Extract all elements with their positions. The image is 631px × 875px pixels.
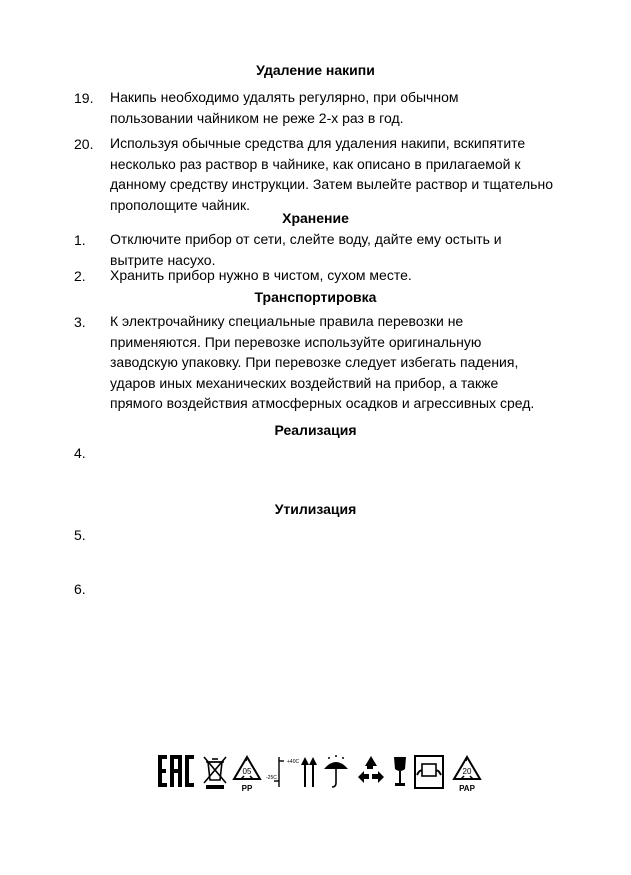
list-item-text [110, 265, 412, 286]
text-line: Хранить прибор нужно в чистом, сухом месте. [110, 267, 412, 283]
list-item-text [110, 311, 534, 414]
svg-text:PAP: PAP [459, 784, 475, 793]
section-title-transport: Транспортировка [254, 289, 377, 305]
text-line: ударов иных механических воздействий на прибор, а также [110, 374, 499, 391]
item-number: 6. [74, 581, 86, 597]
item-number: 2. [74, 268, 86, 284]
this-way-up-icon [301, 755, 317, 789]
svg-text:PP: PP [241, 784, 253, 793]
keep-dry-icon [323, 755, 349, 789]
list-item-text [110, 229, 502, 270]
svg-text:-25C: -25C [266, 775, 277, 781]
eac-mark-icon [158, 755, 194, 787]
crossed-bin-icon [202, 755, 228, 789]
text-line: прямого воздействия атмосферных осадков и агрессивных сред. [110, 395, 535, 411]
temperature-range-icon [266, 755, 300, 789]
text-line: пользовании чайником не реже 2-х раз в год. [110, 109, 404, 126]
text-line: заводскую упаковку. При перевозке следует избегать падения, [110, 354, 519, 370]
text-line: К электрочайнику специальные правила перевозки не [110, 313, 464, 329]
recycle-pp-icon [232, 755, 262, 795]
svg-text:+40C: +40C [287, 759, 300, 765]
list-item-text [110, 133, 553, 215]
certification-symbols [158, 755, 488, 795]
text-line: данному средству инструкции. Затем вылейте раствор и тщательно [110, 176, 553, 192]
svg-text:20: 20 [462, 767, 472, 776]
text-line: Накипь необходимо удалять регулярно, при обычном [110, 89, 459, 105]
item-number: 19. [74, 90, 94, 106]
section-title-storage: Хранение [282, 210, 349, 226]
item-number: 1. [74, 232, 86, 248]
text-line: прополощите чайник. [110, 196, 251, 213]
fragile-icon [392, 755, 408, 789]
section-title-disposal: Утилизация [274, 501, 357, 517]
text-line: несколько раз раствор в чайнике, как описано в прилагаемой к [110, 155, 521, 172]
handle-with-care-icon [414, 755, 444, 789]
item-number: 4. [74, 445, 86, 461]
recycle-pap-icon [452, 755, 482, 795]
recycle-arrows-icon [356, 755, 386, 785]
svg-text:05: 05 [242, 767, 252, 776]
item-number: 20. [74, 136, 94, 152]
list-item-text [110, 87, 459, 128]
text-line: Отключите прибор от сети, слейте воду, дайте ему остыть и [110, 231, 502, 247]
section-title-sale: Реализация [274, 422, 357, 438]
item-number: 5. [74, 527, 86, 543]
section-title-descaling: Удаление накипи [256, 62, 375, 78]
text-line: применяются. При перевозке используйте оригинальную [110, 333, 482, 350]
text-line: вытрите насухо. [110, 251, 216, 268]
text-line: Используя обычные средства для удаления накипи, вскипятите [110, 135, 526, 151]
item-number: 3. [74, 314, 86, 330]
